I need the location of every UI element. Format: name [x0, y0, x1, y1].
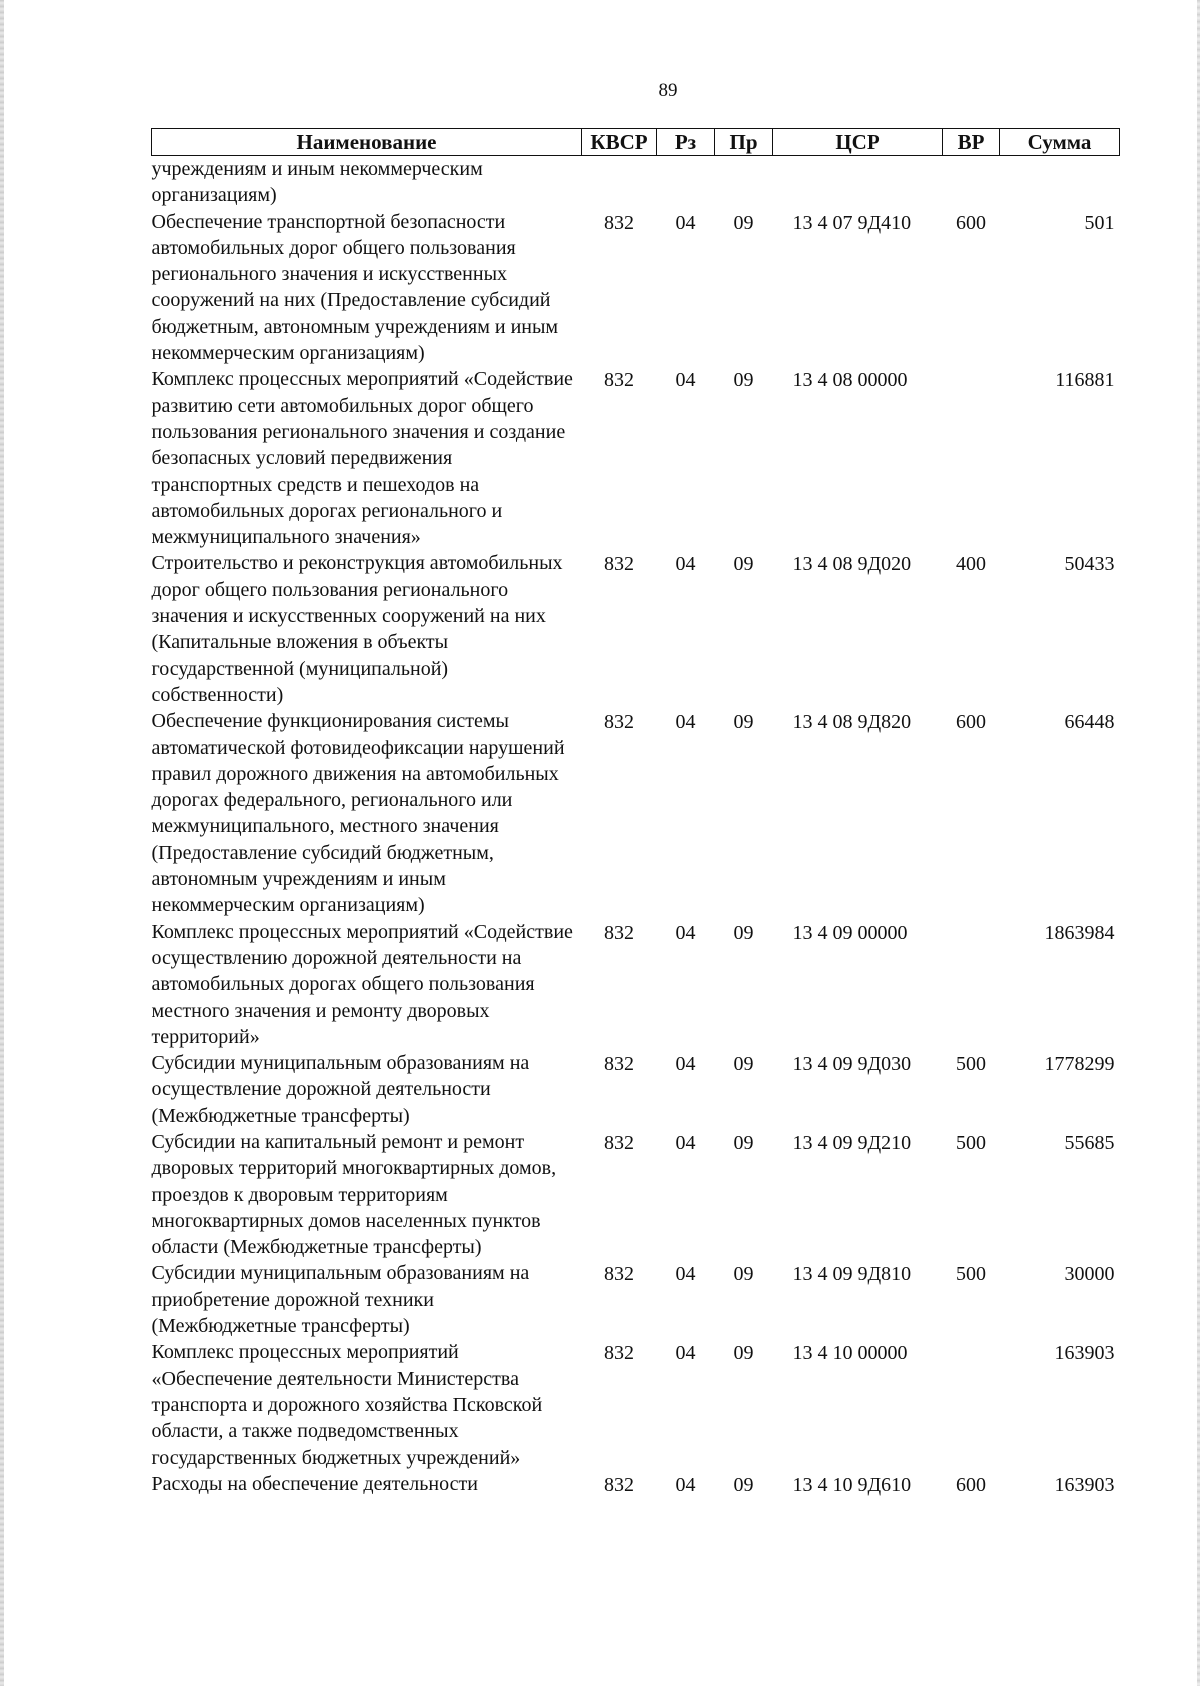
- row-kvsr: [582, 156, 657, 209]
- row-rz: 04: [675, 369, 696, 392]
- table-row: [152, 708, 1120, 918]
- row-kvsr: 832: [604, 1342, 634, 1365]
- row-sum: 30000: [1064, 1263, 1115, 1286]
- row-kvsr: 832: [604, 1263, 634, 1286]
- row-rz: 04: [675, 211, 696, 234]
- row-sum: 66448: [1064, 711, 1115, 734]
- row-sum: 163903: [1054, 1342, 1115, 1365]
- row-kvsr: 832: [604, 369, 634, 392]
- row-vr: 600: [956, 1473, 986, 1496]
- row-csr: 13 4 09 9Д810: [792, 1263, 912, 1286]
- row-sum: 50433: [1064, 553, 1115, 576]
- row-rz: 04: [675, 1342, 696, 1365]
- row-pr: 09: [733, 211, 754, 234]
- table-row: [152, 1050, 1120, 1129]
- row-name: Обеспечение транспортной безопасности автомобильных дорог общего пользования регионального значения и искусственных сооружений на них (Предоставление субсидий бюджетным, автономным учреждениям и иным некоммерческим организациям): [151, 210, 559, 365]
- row-csr: 13 4 09 9Д030: [792, 1053, 912, 1076]
- row-rz: 04: [675, 1263, 696, 1286]
- table-row: [152, 1129, 1120, 1260]
- row-name: Строительство и реконструкция автомобильных дорог общего пользования регионального значения и искусственных сооружений на них (Капитальные вложения в объекты государственной (муниципальной) собственности): [151, 552, 563, 706]
- row-sum: 163903: [1054, 1473, 1115, 1496]
- row-vr: 500: [956, 1263, 986, 1286]
- row-pr: 09: [733, 1342, 754, 1365]
- table-row: [152, 209, 1120, 367]
- row-rz: 04: [675, 921, 696, 944]
- row-csr: 13 4 09 00000: [792, 921, 908, 944]
- row-kvsr: 832: [604, 211, 634, 234]
- row-name: Субсидии муниципальным образованиям на приобретение дорожной техники (Межбюджетные трансферты): [151, 1262, 530, 1338]
- row-vr: 400: [956, 553, 986, 576]
- table-row: [152, 1471, 1120, 1498]
- row-rz: 04: [675, 711, 696, 734]
- row-name: Субсидии на капитальный ремонт и ремонт дворовых территорий многоквартирных домов, проездов к дворовым территориям многоквартирных домов населенных пунктов области (Межбюджетные трансферты): [151, 1130, 557, 1259]
- row-rz: 04: [675, 1053, 696, 1076]
- header-csr: ЦСР: [773, 129, 943, 156]
- row-vr: [943, 919, 1000, 1050]
- row-name: Субсидии муниципальным образованиям на осуществление дорожной деятельности (Межбюджетные трансферты): [151, 1052, 530, 1127]
- row-kvsr: 832: [604, 1131, 634, 1154]
- row-pr: [715, 156, 773, 209]
- page-number: 89: [658, 80, 678, 101]
- row-kvsr: 832: [604, 1473, 634, 1496]
- row-kvsr: 832: [604, 1053, 634, 1076]
- row-pr: 09: [733, 1053, 754, 1076]
- row-sum: 501: [1084, 211, 1115, 234]
- table-row: [152, 550, 1120, 708]
- table-header-row: [152, 129, 1120, 156]
- row-pr: 09: [733, 921, 754, 944]
- row-name: Комплекс процессных мероприятий «Содействие осуществлению дорожной деятельности на автомобильных дорогах общего пользования местного значения и ремонту дворовых территорий»: [151, 920, 573, 1048]
- table-body: [152, 156, 1120, 1499]
- row-name: учреждениям и иным некоммерческим организациям): [151, 158, 483, 207]
- row-sum: 116881: [1055, 369, 1115, 392]
- scan-edge-left: [0, 0, 4, 1686]
- row-name: Расходы на обеспечение деятельности: [151, 1472, 478, 1495]
- budget-table: [151, 128, 1120, 1498]
- row-rz: [657, 156, 715, 209]
- row-sum: [1000, 156, 1120, 209]
- row-vr: [943, 366, 1000, 550]
- header-rz: Рз: [657, 129, 715, 156]
- row-rz: 04: [675, 553, 696, 576]
- row-vr: 500: [956, 1053, 986, 1076]
- row-sum: 1863984: [1044, 921, 1115, 944]
- header-vr: ВР: [943, 129, 1000, 156]
- row-pr: 09: [733, 1473, 754, 1496]
- row-vr: 600: [956, 711, 986, 734]
- header-name: Наименование: [152, 129, 582, 156]
- header-kvsr: КВСР: [582, 129, 657, 156]
- header-pr: Пр: [715, 129, 773, 156]
- table-row: [152, 156, 1120, 209]
- row-kvsr: 832: [604, 553, 634, 576]
- table-row: [152, 1260, 1120, 1339]
- row-name: Комплекс процессных мероприятий «Обеспечение деятельности Министерства транспорта и дорожного хозяйства Псковской области, а также подведомственных государственных бюджетных учреждений»: [151, 1341, 543, 1469]
- row-csr: 13 4 08 9Д020: [792, 553, 912, 576]
- row-vr: [943, 156, 1000, 209]
- row-csr: [773, 156, 943, 209]
- row-kvsr: 832: [604, 711, 634, 734]
- row-csr: 13 4 08 9Д820: [792, 711, 912, 734]
- row-vr: 500: [956, 1131, 986, 1154]
- table-row: [152, 366, 1120, 550]
- row-csr: 13 4 07 9Д410: [792, 211, 912, 234]
- row-csr: 13 4 09 9Д210: [792, 1131, 912, 1154]
- row-csr: 13 4 10 9Д610: [792, 1473, 912, 1496]
- row-kvsr: 832: [604, 921, 634, 944]
- row-name: Комплекс процессных мероприятий «Содействие развитию сети автомобильных дорог общего пользования регионального значения и создание безопасных условий передвижения транспортных средств и пешеходов на автомобильных дорогах регионального и межмуниципального значения»: [151, 368, 573, 549]
- row-vr: [943, 1339, 1000, 1470]
- table-row: [152, 1339, 1120, 1470]
- row-sum: 1778299: [1044, 1053, 1115, 1076]
- header-sum: Сумма: [1000, 129, 1120, 156]
- row-name: Обеспечение функционирования системы автоматической фотовидеофиксации нарушений правил дорожного движения на автомобильных дорогах федерального, регионального или межмуниципального, местного значения (Предоставление субсидий бюджетным, автономным учреждениям и иным некоммерческим организациям): [151, 710, 565, 917]
- row-csr: 13 4 08 00000: [792, 369, 908, 392]
- row-pr: 09: [733, 1263, 754, 1286]
- row-pr: 09: [733, 369, 754, 392]
- table-row: [152, 919, 1120, 1050]
- row-pr: 09: [733, 1131, 754, 1154]
- row-pr: 09: [733, 553, 754, 576]
- row-vr: 600: [956, 211, 986, 234]
- row-rz: 04: [675, 1473, 696, 1496]
- row-csr: 13 4 10 00000: [792, 1342, 908, 1365]
- row-sum: 55685: [1064, 1131, 1115, 1154]
- row-rz: 04: [675, 1131, 696, 1154]
- row-pr: 09: [733, 711, 754, 734]
